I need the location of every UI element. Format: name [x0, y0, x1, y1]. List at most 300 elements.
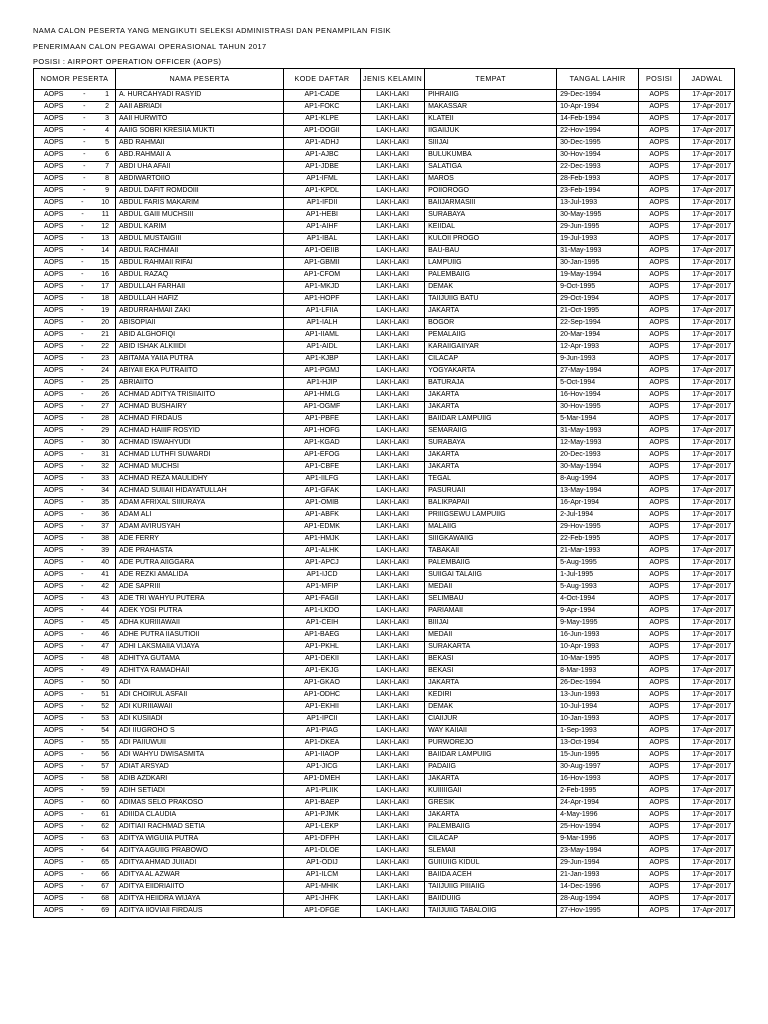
cell-kode: AP1-ABFK	[284, 510, 361, 522]
nomor-number: 13	[101, 235, 109, 243]
nomor-prefix: AOPS	[44, 295, 64, 303]
nomor-number: 21	[101, 331, 109, 339]
table-row	[34, 558, 735, 570]
cell-posisi: AOPS	[639, 534, 680, 546]
cell-kode: AP1-CEIH	[284, 618, 361, 630]
cell-tanggal-lahir: 5-Oct-1994	[557, 378, 639, 390]
cell-jenis-kelamin: LAKI-LAKI	[361, 774, 425, 786]
cell-posisi: AOPS	[639, 426, 680, 438]
cell-nama: ADEK YOSI PUTRA	[116, 606, 284, 618]
cell-tempat: WAY KAIIAII	[425, 726, 557, 738]
cell-jadwal: 17-Apr-2017	[680, 510, 735, 522]
nomor-number: 44	[101, 607, 109, 615]
col-header-tanggal-lahir: TANGAL LAHIR	[557, 69, 639, 90]
nomor-number: 5	[105, 139, 109, 147]
cell-jenis-kelamin: LAKI-LAKI	[361, 654, 425, 666]
cell-posisi: AOPS	[639, 258, 680, 270]
cell-jadwal: 17-Apr-2017	[680, 210, 735, 222]
cell-tanggal-lahir: 15-Jun-1995	[557, 750, 639, 762]
nomor-prefix: AOPS	[44, 451, 64, 459]
cell-tanggal-lahir: 24-Apr-1994	[557, 798, 639, 810]
cell-nomor	[34, 354, 116, 366]
table-row	[34, 906, 735, 918]
doc-subtitle: PENERIMAAN CALON PEGAWAI OPERASIONAL TAHUN 2017	[33, 42, 267, 51]
nomor-dash: -	[81, 283, 84, 291]
cell-jenis-kelamin: LAKI-LAKI	[361, 786, 425, 798]
cell-nomor	[34, 174, 116, 186]
cell-nomor	[34, 90, 116, 102]
cell-nomor	[34, 594, 116, 606]
nomor-number: 69	[101, 907, 109, 915]
nomor-number: 46	[101, 631, 109, 639]
cell-kode: AP1-IALH	[284, 318, 361, 330]
cell-jenis-kelamin: LAKI-LAKI	[361, 114, 425, 126]
table-row	[34, 702, 735, 714]
nomor-prefix: AOPS	[44, 307, 64, 315]
nomor-number: 47	[101, 643, 109, 651]
cell-tempat: KARAIIGAIIYAR	[425, 342, 557, 354]
nomor-prefix: AOPS	[44, 499, 64, 507]
nomor-dash: -	[81, 571, 84, 579]
cell-nama: ACHMAD LUTHFI SUWARDI	[116, 450, 284, 462]
nomor-dash: -	[81, 691, 84, 699]
cell-kode: AP1-FOKC	[284, 102, 361, 114]
cell-jenis-kelamin: LAKI-LAKI	[361, 234, 425, 246]
cell-nomor	[34, 750, 116, 762]
nomor-prefix: AOPS	[44, 127, 64, 135]
nomor-prefix: AOPS	[44, 835, 64, 843]
cell-kode: AP1-CADE	[284, 90, 361, 102]
table-row	[34, 594, 735, 606]
cell-tempat: PIHRAIIG	[425, 90, 557, 102]
col-header-kode: KODE DAFTAR	[284, 69, 361, 90]
nomor-number: 19	[101, 307, 109, 315]
nomor-prefix: AOPS	[44, 271, 64, 279]
cell-kode: AP1-IBAL	[284, 234, 361, 246]
cell-jadwal: 17-Apr-2017	[680, 234, 735, 246]
nomor-dash: -	[81, 907, 84, 915]
cell-tempat: KEDIRI	[425, 690, 557, 702]
nomor-number: 6	[105, 151, 109, 159]
cell-tempat: PARIAMAII	[425, 606, 557, 618]
cell-kode: AP1-OMIB	[284, 498, 361, 510]
col-header-nomor: NOMOR PESERTA	[34, 69, 116, 90]
cell-kode: AP1-IFML	[284, 174, 361, 186]
nomor-dash: -	[81, 667, 84, 675]
nomor-prefix: AOPS	[44, 631, 64, 639]
nomor-prefix: AOPS	[44, 91, 64, 99]
cell-nama: ADE FERRY	[116, 534, 284, 546]
cell-tanggal-lahir: 31-May-1993	[557, 246, 639, 258]
table-row	[34, 582, 735, 594]
cell-jadwal: 17-Apr-2017	[680, 606, 735, 618]
nomor-number: 23	[101, 355, 109, 363]
cell-kode: AP1-PIAG	[284, 726, 361, 738]
cell-nomor	[34, 318, 116, 330]
table-row	[34, 450, 735, 462]
cell-jadwal: 17-Apr-2017	[680, 642, 735, 654]
cell-nomor	[34, 570, 116, 582]
cell-posisi: AOPS	[639, 414, 680, 426]
cell-posisi: AOPS	[639, 198, 680, 210]
cell-tempat: MALAIIG	[425, 522, 557, 534]
table-row	[34, 786, 735, 798]
nomor-dash: -	[81, 475, 84, 483]
cell-jenis-kelamin: LAKI-LAKI	[361, 702, 425, 714]
cell-nama: ACHMAD BUSHAIRY	[116, 402, 284, 414]
table-row	[34, 642, 735, 654]
cell-nomor	[34, 306, 116, 318]
table-row	[34, 246, 735, 258]
nomor-number: 2	[105, 103, 109, 111]
cell-tanggal-lahir: 30-Hov-1994	[557, 150, 639, 162]
cell-tanggal-lahir: 26-Dec-1994	[557, 678, 639, 690]
cell-tempat: JAKARTA	[425, 774, 557, 786]
nomor-number: 11	[101, 211, 109, 219]
cell-nomor	[34, 198, 116, 210]
cell-posisi: AOPS	[639, 726, 680, 738]
cell-tanggal-lahir: 4-Oct-1994	[557, 594, 639, 606]
cell-tanggal-lahir: 22-Dec-1993	[557, 162, 639, 174]
cell-nomor	[34, 162, 116, 174]
cell-kode: AP1-PBFE	[284, 414, 361, 426]
nomor-number: 7	[105, 163, 109, 171]
cell-kode: AP1-AIHF	[284, 222, 361, 234]
cell-jadwal: 17-Apr-2017	[680, 366, 735, 378]
table-row	[34, 174, 735, 186]
cell-kode: AP1-DFPH	[284, 834, 361, 846]
cell-kode: AP1-OEIIB	[284, 246, 361, 258]
cell-tanggal-lahir: 9-Jun-1993	[557, 354, 639, 366]
nomor-dash: -	[81, 331, 84, 339]
cell-tanggal-lahir: 19-Jul-1993	[557, 234, 639, 246]
cell-nama: ABD RAHMAII	[116, 138, 284, 150]
nomor-number: 26	[101, 391, 109, 399]
cell-jadwal: 17-Apr-2017	[680, 834, 735, 846]
cell-jadwal: 17-Apr-2017	[680, 162, 735, 174]
nomor-number: 43	[101, 595, 109, 603]
cell-nomor	[34, 654, 116, 666]
cell-tanggal-lahir: 29-Jun-1994	[557, 858, 639, 870]
cell-tempat: KULOII PROGO	[425, 234, 557, 246]
cell-posisi: AOPS	[639, 390, 680, 402]
table-row	[34, 210, 735, 222]
cell-tanggal-lahir: 21-Mar-1993	[557, 546, 639, 558]
cell-nomor	[34, 126, 116, 138]
cell-tanggal-lahir: 5-Aug-1995	[557, 558, 639, 570]
nomor-dash: -	[81, 499, 84, 507]
cell-tanggal-lahir: 30-May-1995	[557, 210, 639, 222]
table-row	[34, 150, 735, 162]
cell-jadwal: 17-Apr-2017	[680, 354, 735, 366]
nomor-dash: -	[83, 127, 86, 135]
cell-nama: A. HURCAHYADI RASYID	[116, 90, 284, 102]
cell-kode: AP1-ALHK	[284, 546, 361, 558]
cell-posisi: AOPS	[639, 678, 680, 690]
cell-tempat: KLATEII	[425, 114, 557, 126]
cell-tanggal-lahir: 27-May-1994	[557, 366, 639, 378]
cell-posisi: AOPS	[639, 834, 680, 846]
nomor-dash: -	[81, 595, 84, 603]
cell-kode: AP1-DEKII	[284, 654, 361, 666]
cell-nama: ABDUL FARIS MAKARIM	[116, 198, 284, 210]
cell-tempat: JAKARTA	[425, 306, 557, 318]
nomor-prefix: AOPS	[44, 895, 64, 903]
nomor-prefix: AOPS	[44, 415, 64, 423]
nomor-dash: -	[81, 655, 84, 663]
nomor-prefix: AOPS	[44, 703, 64, 711]
cell-kode: AP1-IIAOP	[284, 750, 361, 762]
cell-posisi: AOPS	[639, 354, 680, 366]
cell-jenis-kelamin: LAKI-LAKI	[361, 738, 425, 750]
cell-nomor	[34, 558, 116, 570]
cell-jenis-kelamin: LAKI-LAKI	[361, 270, 425, 282]
cell-tanggal-lahir: 10-Apr-1993	[557, 642, 639, 654]
cell-tempat: MEDAII	[425, 630, 557, 642]
cell-tanggal-lahir: 16-Jun-1993	[557, 630, 639, 642]
cell-posisi: AOPS	[639, 666, 680, 678]
cell-tanggal-lahir: 31-May-1993	[557, 426, 639, 438]
table-row	[34, 894, 735, 906]
cell-nomor	[34, 342, 116, 354]
cell-nama: ABDUL KARIM	[116, 222, 284, 234]
cell-tempat: BOGOR	[425, 318, 557, 330]
cell-jenis-kelamin: LAKI-LAKI	[361, 162, 425, 174]
table-row	[34, 90, 735, 102]
nomor-prefix: AOPS	[44, 763, 64, 771]
cell-jadwal: 17-Apr-2017	[680, 798, 735, 810]
table-row	[34, 222, 735, 234]
table-row	[34, 822, 735, 834]
cell-tanggal-lahir: 2-Feb-1995	[557, 786, 639, 798]
cell-nama: ADI CHOIRUL ASFAII	[116, 690, 284, 702]
cell-jenis-kelamin: LAKI-LAKI	[361, 258, 425, 270]
cell-posisi: AOPS	[639, 690, 680, 702]
cell-posisi: AOPS	[639, 294, 680, 306]
cell-jadwal: 17-Apr-2017	[680, 174, 735, 186]
table-row	[34, 462, 735, 474]
table-row	[34, 618, 735, 630]
nomor-prefix: AOPS	[44, 715, 64, 723]
nomor-dash: -	[81, 235, 84, 243]
cell-nama: ABDURRAHMAII ZAKI	[116, 306, 284, 318]
cell-nama: ADE REZKI AMALIDA	[116, 570, 284, 582]
table-row	[34, 810, 735, 822]
cell-jenis-kelamin: LAKI-LAKI	[361, 642, 425, 654]
cell-jenis-kelamin: LAKI-LAKI	[361, 858, 425, 870]
nomor-prefix: AOPS	[44, 115, 64, 123]
cell-tempat: PASURUAII	[425, 486, 557, 498]
cell-nomor	[34, 186, 116, 198]
cell-nama: ABDULLAH FARHAII	[116, 282, 284, 294]
cell-nomor	[34, 534, 116, 546]
cell-jadwal: 17-Apr-2017	[680, 222, 735, 234]
cell-tempat: GRESIK	[425, 798, 557, 810]
cell-kode: AP1-DKEA	[284, 738, 361, 750]
table-row	[34, 234, 735, 246]
nomor-prefix: AOPS	[44, 163, 64, 171]
cell-tanggal-lahir: 28-Feb-1993	[557, 174, 639, 186]
cell-tanggal-lahir: 23-May-1994	[557, 846, 639, 858]
cell-tanggal-lahir: 28-Aug-1994	[557, 894, 639, 906]
cell-jenis-kelamin: LAKI-LAKI	[361, 594, 425, 606]
nomor-prefix: AOPS	[44, 187, 64, 195]
cell-nama: ADHI LAKSMAIIA VIJAYA	[116, 642, 284, 654]
nomor-dash: -	[81, 415, 84, 423]
cell-nomor	[34, 138, 116, 150]
cell-tempat: JAKARTA	[425, 678, 557, 690]
cell-tanggal-lahir: 20-Mar-1994	[557, 330, 639, 342]
cell-nomor	[34, 726, 116, 738]
nomor-prefix: AOPS	[44, 427, 64, 435]
cell-posisi: AOPS	[639, 894, 680, 906]
table-row	[34, 654, 735, 666]
cell-jadwal: 17-Apr-2017	[680, 246, 735, 258]
cell-tempat: SELIMBAU	[425, 594, 557, 606]
cell-jadwal: 17-Apr-2017	[680, 102, 735, 114]
cell-tempat: BEKASI	[425, 654, 557, 666]
cell-posisi: AOPS	[639, 270, 680, 282]
nomor-dash: -	[81, 403, 84, 411]
table-row	[34, 726, 735, 738]
cell-nama: ADITYA AHMAD JUIIADI	[116, 858, 284, 870]
nomor-dash: -	[83, 175, 86, 183]
cell-jenis-kelamin: LAKI-LAKI	[361, 282, 425, 294]
cell-kode: AP1-GBMII	[284, 258, 361, 270]
cell-tempat: JAKARTA	[425, 810, 557, 822]
cell-jadwal: 17-Apr-2017	[680, 870, 735, 882]
cell-nama: ADITYA AL AZWAR	[116, 870, 284, 882]
nomor-dash: -	[81, 295, 84, 303]
cell-jenis-kelamin: LAKI-LAKI	[361, 462, 425, 474]
table-row	[34, 162, 735, 174]
cell-tempat: MAKASSAR	[425, 102, 557, 114]
nomor-dash: -	[81, 631, 84, 639]
cell-nomor	[34, 510, 116, 522]
nomor-number: 39	[101, 547, 109, 555]
cell-tempat: SALATIGA	[425, 162, 557, 174]
cell-posisi: AOPS	[639, 594, 680, 606]
cell-posisi: AOPS	[639, 210, 680, 222]
cell-posisi: AOPS	[639, 474, 680, 486]
nomor-dash: -	[81, 487, 84, 495]
nomor-number: 58	[101, 775, 109, 783]
table-row	[34, 186, 735, 198]
cell-jenis-kelamin: LAKI-LAKI	[361, 150, 425, 162]
cell-nomor	[34, 642, 116, 654]
table-row	[34, 498, 735, 510]
cell-jadwal: 17-Apr-2017	[680, 666, 735, 678]
cell-nomor	[34, 606, 116, 618]
cell-kode: AP1-EFOG	[284, 450, 361, 462]
cell-nama: ABDUL GAIII MUCHSIII	[116, 210, 284, 222]
cell-nama: ADITYA WIGUIIA PUTRA	[116, 834, 284, 846]
cell-tempat: PURWOREJO	[425, 738, 557, 750]
cell-jenis-kelamin: LAKI-LAKI	[361, 570, 425, 582]
cell-kode: AP1-GKAO	[284, 678, 361, 690]
nomor-dash: -	[81, 523, 84, 531]
cell-kode: AP1-IPCII	[284, 714, 361, 726]
cell-nama: ABDUL RACHMAII	[116, 246, 284, 258]
cell-posisi: AOPS	[639, 378, 680, 390]
cell-jenis-kelamin: LAKI-LAKI	[361, 870, 425, 882]
cell-nama: ADITYA HEIIDRA WIJAYA	[116, 894, 284, 906]
cell-nama: ADIH SETIADI	[116, 786, 284, 798]
cell-posisi: AOPS	[639, 570, 680, 582]
table-row	[34, 750, 735, 762]
cell-nomor	[34, 714, 116, 726]
cell-tanggal-lahir: 5-Aug-1993	[557, 582, 639, 594]
table-row	[34, 666, 735, 678]
cell-jenis-kelamin: LAKI-LAKI	[361, 450, 425, 462]
nomor-dash: -	[81, 319, 84, 327]
cell-jenis-kelamin: LAKI-LAKI	[361, 246, 425, 258]
cell-nomor	[34, 246, 116, 258]
cell-nomor	[34, 294, 116, 306]
cell-nama: ADHITYA GUTAMA	[116, 654, 284, 666]
nomor-prefix: AOPS	[44, 151, 64, 159]
cell-posisi: AOPS	[639, 654, 680, 666]
cell-jenis-kelamin: LAKI-LAKI	[361, 354, 425, 366]
nomor-number: 4	[105, 127, 109, 135]
nomor-dash: -	[83, 163, 86, 171]
cell-nomor	[34, 666, 116, 678]
nomor-prefix: AOPS	[44, 319, 64, 327]
table-row	[34, 834, 735, 846]
nomor-prefix: AOPS	[44, 823, 64, 831]
doc-position: POSISI : AIRPORT OPERATION OFFICER (AOPS)	[33, 57, 222, 66]
cell-tempat: POIIOROGO	[425, 186, 557, 198]
cell-posisi: AOPS	[639, 630, 680, 642]
cell-posisi: AOPS	[639, 738, 680, 750]
table-row	[34, 390, 735, 402]
table-row	[34, 762, 735, 774]
cell-posisi: AOPS	[639, 366, 680, 378]
nomor-prefix: AOPS	[44, 607, 64, 615]
nomor-prefix: AOPS	[44, 739, 64, 747]
nomor-number: 28	[101, 415, 109, 423]
cell-nomor	[34, 414, 116, 426]
cell-jadwal: 17-Apr-2017	[680, 786, 735, 798]
nomor-prefix: AOPS	[44, 379, 64, 387]
table-row	[34, 198, 735, 210]
cell-nama: ABDUL MUSTAIGIII	[116, 234, 284, 246]
cell-jadwal: 17-Apr-2017	[680, 270, 735, 282]
cell-jenis-kelamin: LAKI-LAKI	[361, 894, 425, 906]
cell-jenis-kelamin: LAKI-LAKI	[361, 846, 425, 858]
nomor-prefix: AOPS	[44, 367, 64, 375]
cell-tanggal-lahir: 16-Hov-1994	[557, 390, 639, 402]
cell-nama: ABDUL RAZAQ	[116, 270, 284, 282]
cell-tempat: SURABAYA	[425, 438, 557, 450]
cell-nama: ACHMAD REZA MAULIDHY	[116, 474, 284, 486]
nomor-dash: -	[81, 859, 84, 867]
cell-jadwal: 17-Apr-2017	[680, 390, 735, 402]
nomor-prefix: AOPS	[44, 439, 64, 447]
cell-tanggal-lahir: 30-Dec-1995	[557, 138, 639, 150]
cell-tempat: BAIIJARMASIII	[425, 198, 557, 210]
cell-kode: AP1-FAGII	[284, 594, 361, 606]
cell-jenis-kelamin: LAKI-LAKI	[361, 342, 425, 354]
cell-jadwal: 17-Apr-2017	[680, 330, 735, 342]
cell-jadwal: 17-Apr-2017	[680, 858, 735, 870]
cell-jadwal: 17-Apr-2017	[680, 618, 735, 630]
cell-posisi: AOPS	[639, 438, 680, 450]
table-row	[34, 402, 735, 414]
cell-kode: AP1-JHFK	[284, 894, 361, 906]
cell-nama: ADIAT ARSYAD	[116, 762, 284, 774]
nomor-dash: -	[81, 775, 84, 783]
